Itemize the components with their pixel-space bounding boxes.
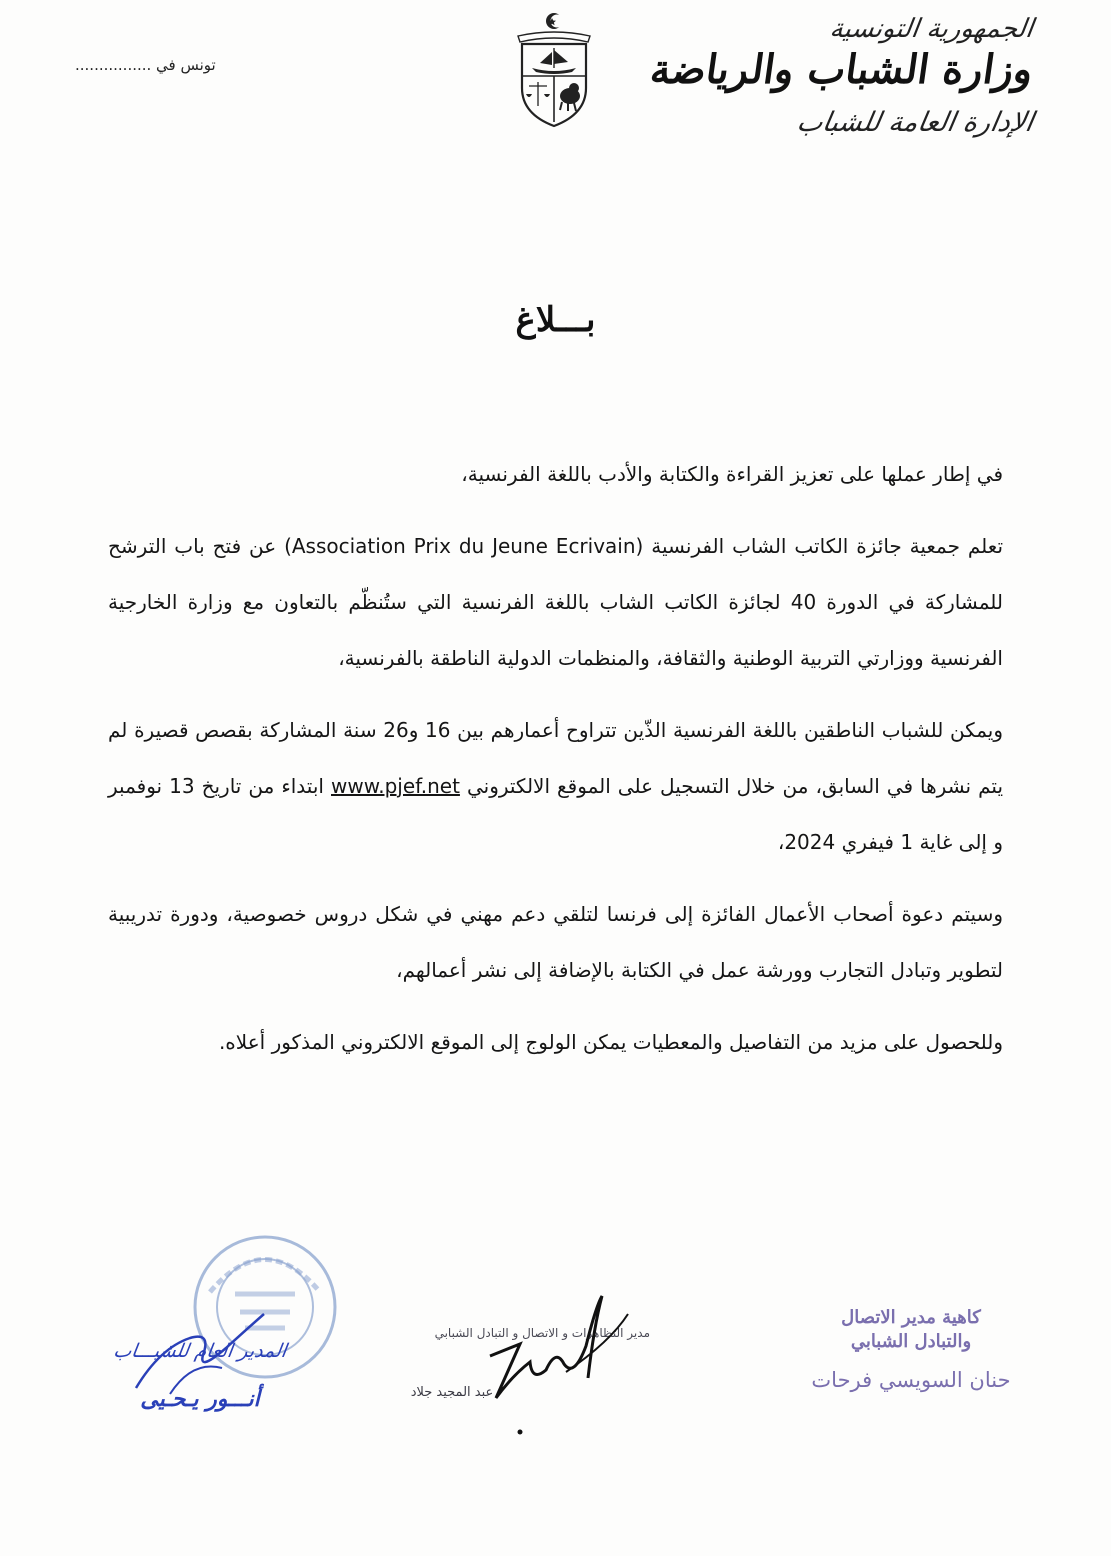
place-date-line: تونس في ................ <box>75 56 216 74</box>
director-general-name: أنـــور يـحـيى <box>140 1386 260 1412</box>
coat-of-arms-icon <box>508 10 600 130</box>
events-director-title: مدير التظاهرات و الاتصال و التبادل الشبابي <box>434 1326 650 1340</box>
direction-name: الإدارة العامة للشباب <box>794 107 1036 138</box>
document-title: بـــلاغ <box>515 300 596 340</box>
paragraph-details: وللحصول على مزيد من التفاصيل والمعطيات يمكن الولوج إلى الموقع الالكتروني المذكور أعلاه. <box>218 1030 1003 1054</box>
republic-name: الجمهورية التونسية <box>827 14 1036 44</box>
signature-director-general <box>70 1340 330 1412</box>
ministry-name: وزارة الشباب والرياضة <box>647 46 1037 93</box>
events-director-name: عبد المجيد جلاد <box>410 1385 494 1400</box>
deputy-director-title-line-2: والتبادل الشبابي <box>850 1331 972 1352</box>
paragraph-prize: وسيتم دعوة أصحاب الأعمال الفائزة إلى فرنسا لتلقي دعم مهني في شكل دروس خصوصية، ودورة تدريبية لتطوير وتبادل التجارب وورشة عمل في الكتابة بالإضافة إلى نشر أعمالهم، <box>108 902 1003 982</box>
website-link[interactable]: www.pjef.net <box>331 774 460 798</box>
paragraph-eligibility-dates: ابتداء من تاريخ 13 نوفمبر و إلى غاية 1 فيفري 2024، <box>108 774 1003 854</box>
paragraph-announcement-rest: عن فتح باب الترشح للمشاركة في الدورة 40 لجائزة الكاتب الشاب باللغة الفرنسية التي ستُنظّم بالتعاون مع وزارة الخارجية الفرنسية ووزارتي التربية الوطنية والثقافة، والمنظمات الدولية الناطقة بالفرنسية، <box>108 534 1003 670</box>
paragraph-eligibility-text: ويمكن للشباب الناطقين باللغة الفرنسية الذّين تتراوح أعمارهم بين 16 و26 سنة المشاركة بقصص قصيرة لم يتم نشرها في السابق، من خلال التسجيل على الموقع الالكتروني <box>108 718 1004 798</box>
paragraph-announcement <box>108 518 1003 686</box>
paragraph-eligibility <box>108 702 1003 870</box>
director-general-title: المدير العام للشبـــاب <box>112 1340 288 1362</box>
deputy-director-name: حنان السويسي فرحات <box>811 1368 1011 1392</box>
signature-deputy-director <box>791 1306 1031 1392</box>
announcement-body <box>108 446 1003 1070</box>
paragraph-announcement-lead: تعلم جمعية جائزة الكاتب الشاب الفرنسية <box>651 534 1004 558</box>
association-name-french: (Association Prix du Jeune Ecrivain) <box>284 534 644 558</box>
events-director-signature-icon <box>460 1286 640 1436</box>
paragraph-intro: في إطار عملها على تعزيز القراءة والكتابة والأدب باللغة الفرنسية، <box>461 462 1003 486</box>
deputy-director-title-line-1: كاهية مدير الاتصال <box>841 1307 981 1328</box>
letterhead <box>647 14 1037 138</box>
